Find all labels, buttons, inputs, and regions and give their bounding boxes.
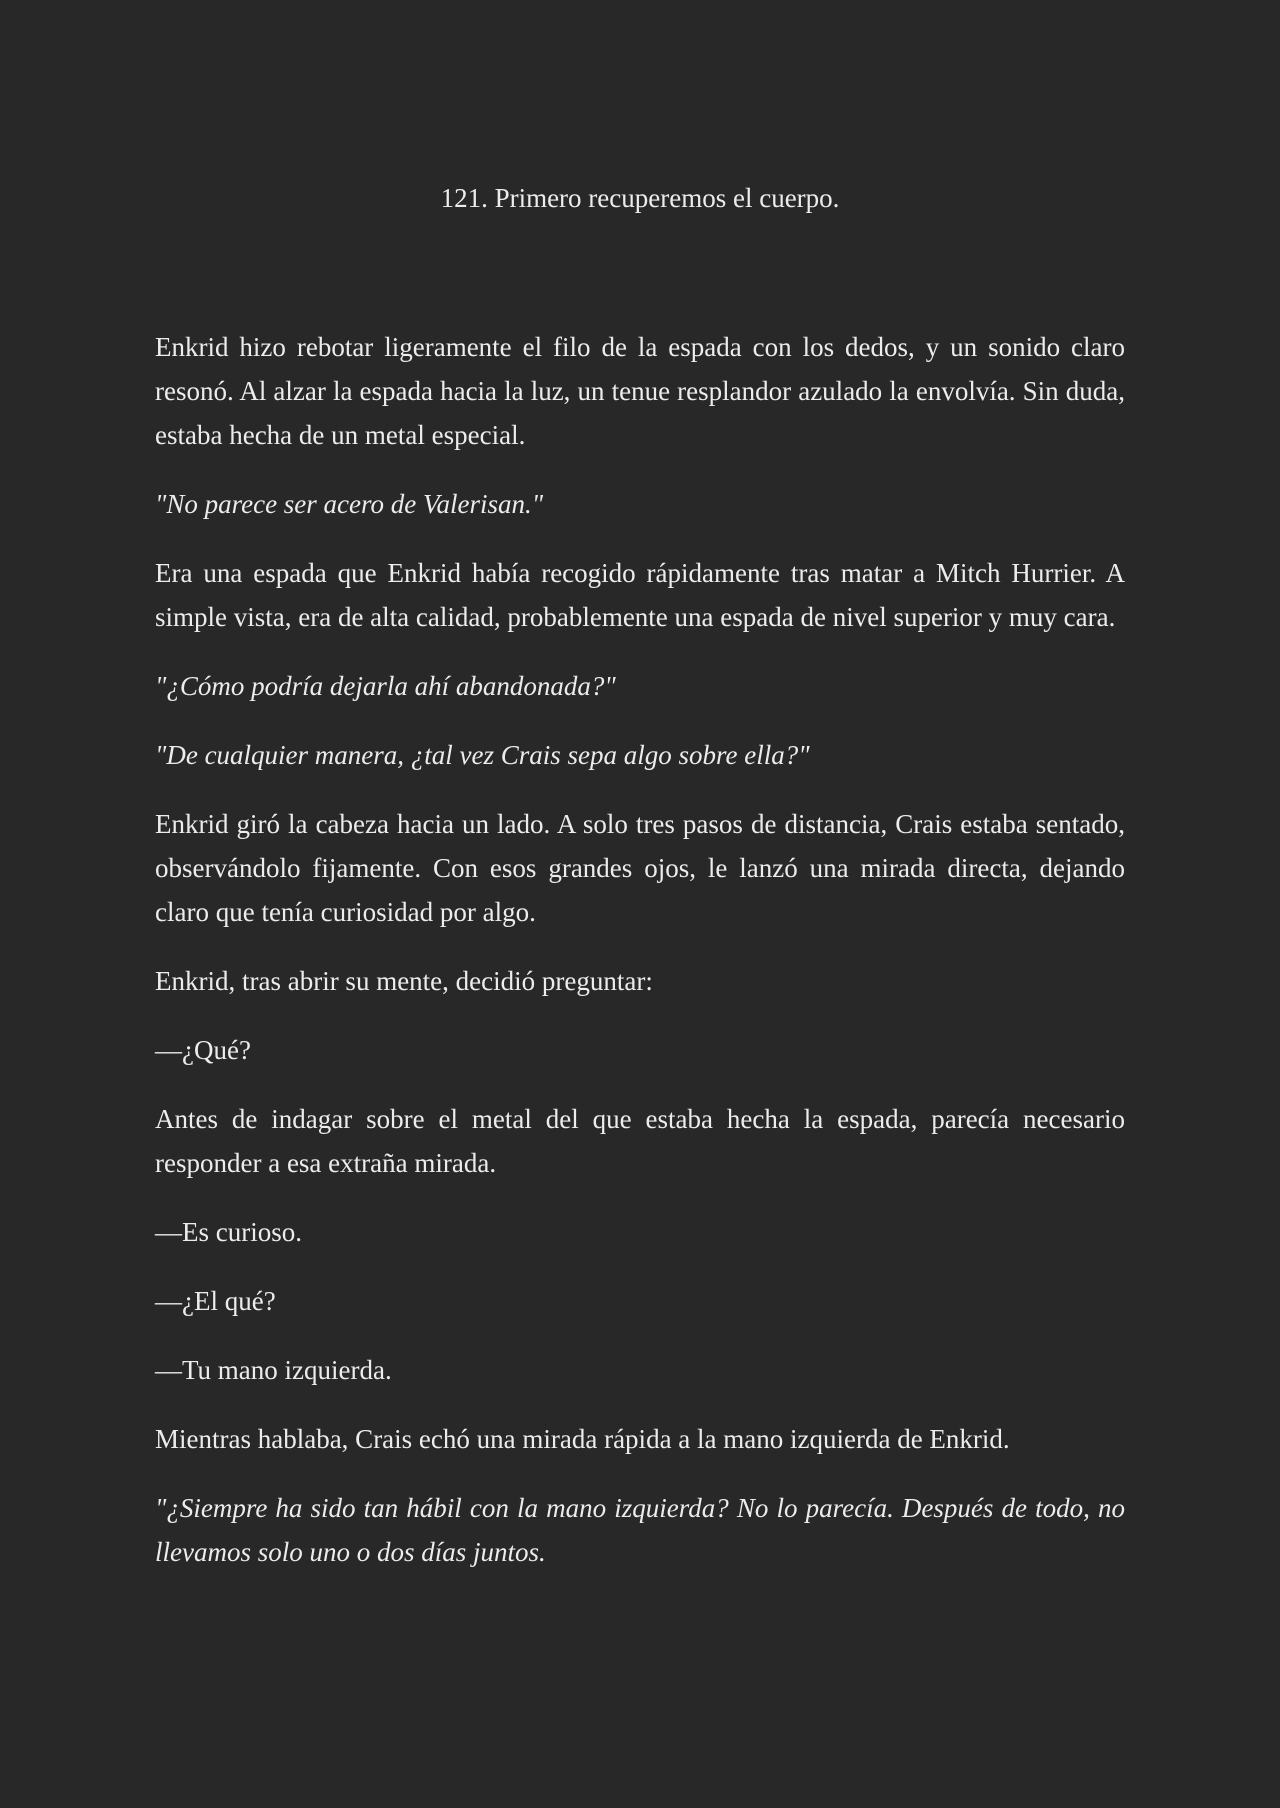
paragraph: —Tu mano izquierda. xyxy=(155,1355,392,1385)
paragraph: —Es curioso. xyxy=(155,1217,302,1247)
chapter-title: 121. Primero recuperemos el cuerpo. xyxy=(440,183,840,213)
paragraph: —¿Qué? xyxy=(155,1035,251,1065)
paragraph: Enkrid hizo rebotar ligeramente el filo de la espada con los dedos, y un sonido claro resonó. Al alzar la espada hacia la luz, un tenue resplandor azulado la envolvía. Sin duda, estaba hecha de un metal especial. xyxy=(155,332,1125,450)
paragraph: Mientras hablaba, Crais echó una mirada rápida a la mano izquierda de Enkrid. xyxy=(155,1424,1010,1454)
paragraph: "No parece ser acero de Valerisan." xyxy=(155,489,544,519)
paragraph: —¿El qué? xyxy=(155,1286,276,1316)
chapter-body xyxy=(155,325,1125,1574)
paragraph: Enkrid giró la cabeza hacia un lado. A solo tres pasos de distancia, Crais estaba sentado, observándolo fijamente. Con esos grandes ojos, le lanzó una mirada directa, dejando claro que tenía curiosidad por algo. xyxy=(155,809,1125,927)
paragraph: Enkrid, tras abrir su mente, decidió preguntar: xyxy=(155,966,653,996)
paragraph: Antes de indagar sobre el metal del que estaba hecha la espada, parecía necesario responder a esa extraña mirada. xyxy=(155,1104,1125,1178)
paragraph: "De cualquier manera, ¿tal vez Crais sepa algo sobre ella?" xyxy=(155,740,810,770)
paragraph: "¿Siempre ha sido tan hábil con la mano izquierda? No lo parecía. Después de todo, no llevamos solo uno o dos días juntos. xyxy=(155,1493,1125,1567)
paragraph: Era una espada que Enkrid había recogido rápidamente tras matar a Mitch Hurrier. A simple vista, era de alta calidad, probablemente una espada de nivel superior y muy cara. xyxy=(155,558,1125,632)
paragraph: "¿Cómo podría dejarla ahí abandonada?" xyxy=(155,671,616,701)
